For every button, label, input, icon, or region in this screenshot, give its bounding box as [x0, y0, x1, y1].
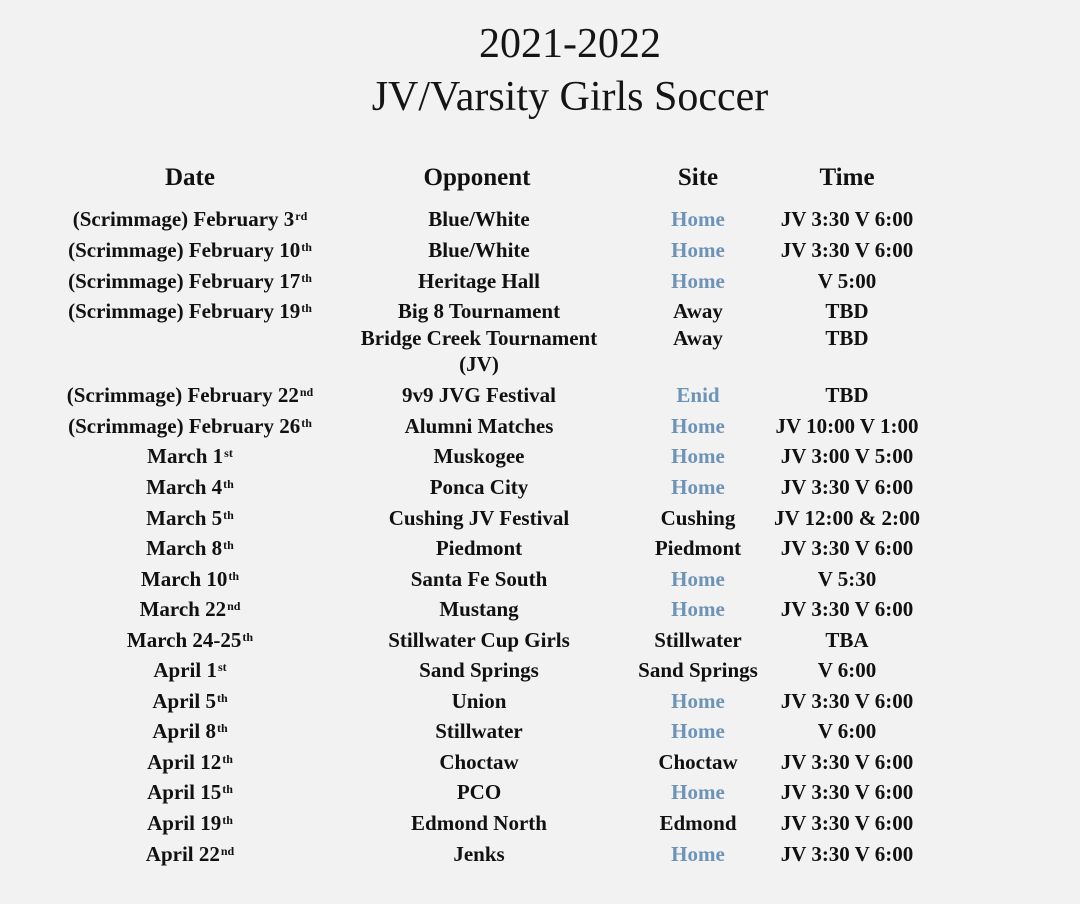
row-opponent: Bridge Creek Tournament (JV) [360, 326, 598, 376]
row-opponent: Blue/White [428, 207, 530, 231]
row-date [67, 382, 313, 408]
row-time: JV 3:30 V 6:00 [780, 750, 914, 774]
table-row [0, 627, 1080, 657]
row-site: Home [671, 842, 725, 866]
row-date-text: (Scrimmage) February 10 [68, 238, 301, 262]
row-date [68, 237, 312, 263]
table-row [0, 505, 1080, 535]
row-time: JV 10:00 V 1:00 [775, 414, 919, 438]
row-date [146, 841, 234, 867]
row-date-text: March 22 [139, 597, 227, 621]
row-opponent: Santa Fe South [410, 567, 548, 591]
row-date [146, 474, 234, 500]
row-date-text: March 5 [146, 506, 223, 530]
row-date-ordinal: th [222, 813, 233, 827]
row-date-text: (Scrimmage) February 19 [68, 299, 301, 323]
table-row [0, 298, 1080, 328]
row-date-ordinal: nd [299, 385, 314, 399]
row-date-text: March 4 [146, 475, 223, 499]
header-date: Date [165, 164, 215, 191]
row-time: V 5:30 [817, 567, 877, 591]
table-row [0, 718, 1080, 748]
table-row [0, 566, 1080, 596]
row-opponent: Stillwater Cup Girls [388, 628, 570, 652]
row-date-text: March 1 [147, 444, 224, 468]
row-time: JV 3:30 V 6:00 [780, 475, 914, 499]
table-row [0, 268, 1080, 298]
table-row [0, 688, 1080, 718]
row-date-text: April 1 [153, 658, 217, 682]
schedule-year: 2021-2022 [479, 21, 661, 67]
row-time: JV 3:30 V 6:00 [780, 536, 914, 560]
row-time: JV 3:00 V 5:00 [780, 444, 914, 468]
row-date-ordinal: th [228, 569, 240, 583]
row-date-text: April 19 [147, 811, 222, 835]
row-date [127, 627, 253, 653]
row-date [140, 596, 241, 622]
row-date-ordinal: st [224, 446, 233, 460]
row-site: Home [671, 207, 725, 231]
table-row [0, 237, 1080, 267]
row-site: Home [671, 719, 725, 743]
table-row [0, 749, 1080, 779]
row-date-ordinal: th [223, 477, 234, 491]
row-date [147, 779, 233, 805]
row-date-text: April 5 [152, 689, 216, 713]
row-date-text: March 24-25 [126, 628, 242, 652]
row-date-ordinal: nd [220, 844, 235, 858]
row-date [141, 566, 239, 592]
row-date-ordinal: th [242, 630, 254, 644]
header-site: Site [677, 164, 719, 191]
row-time: JV 3:30 V 6:00 [780, 842, 914, 866]
row-time: TBA [825, 628, 869, 652]
row-date-ordinal: th [222, 782, 233, 796]
row-opponent: Heritage Hall [418, 269, 540, 293]
row-time: JV 3:30 V 6:00 [780, 689, 914, 713]
row-date-ordinal: st [217, 660, 227, 674]
table-row [0, 657, 1080, 687]
row-site: Away [673, 299, 723, 323]
row-date-text: April 12 [147, 750, 222, 774]
row-site: Edmond [659, 811, 737, 835]
row-opponent: Alumni Matches [404, 414, 554, 438]
row-site: Sand Springs [638, 658, 758, 682]
row-site: Away [673, 326, 723, 350]
row-site: Home [671, 567, 725, 591]
row-date-ordinal: rd [295, 209, 308, 223]
row-time: JV 3:30 V 6:00 [780, 811, 914, 835]
row-time: JV 3:30 V 6:00 [780, 780, 914, 804]
row-date-ordinal: th [216, 691, 228, 705]
row-date [153, 657, 226, 683]
row-opponent: Edmond North [411, 811, 547, 835]
row-opponent: Blue/White [428, 238, 530, 262]
row-site: Home [671, 689, 725, 713]
row-site: Piedmont [654, 536, 742, 560]
row-date-ordinal: th [301, 301, 312, 315]
row-site: Home [671, 444, 725, 468]
row-time: JV 12:00 & 2:00 [773, 506, 921, 530]
table-row [0, 413, 1080, 443]
row-opponent: 9v9 JVG Festival [402, 383, 556, 407]
row-opponent: Big 8 Tournament [397, 299, 561, 323]
row-date-text: (Scrimmage) February 22 [66, 383, 299, 407]
row-site: Home [671, 475, 725, 499]
row-opponent: Mustang [439, 597, 519, 621]
row-site: Home [671, 414, 725, 438]
row-date-text: April 8 [152, 719, 216, 743]
row-site: Enid [676, 383, 720, 407]
row-date [147, 810, 233, 836]
row-date-ordinal: th [223, 508, 234, 522]
row-date [152, 718, 227, 744]
row-date [146, 505, 234, 531]
table-row [0, 382, 1080, 412]
row-opponent: Jenks [453, 842, 505, 866]
table-row [0, 779, 1080, 809]
row-opponent: Muskogee [433, 444, 525, 468]
table-row [0, 810, 1080, 840]
header-time: Time [819, 164, 875, 191]
schedule-title: JV/Varsity Girls Soccer [371, 74, 769, 120]
row-time: V 5:00 [817, 269, 877, 293]
row-date-ordinal: th [216, 721, 228, 735]
table-row [0, 535, 1080, 565]
row-date-ordinal: th [301, 271, 312, 285]
table-row [0, 596, 1080, 626]
row-date-text: (Scrimmage) February 17 [68, 269, 301, 293]
row-date [146, 535, 234, 561]
row-date-text: (Scrimmage) February 3 [72, 207, 295, 231]
row-date [147, 749, 233, 775]
row-date [68, 413, 312, 439]
row-time: TBD [825, 299, 869, 323]
row-opponent: Piedmont [435, 536, 523, 560]
row-opponent: Choctaw [439, 750, 519, 774]
row-site: Cushing [660, 506, 736, 530]
table-row [0, 443, 1080, 473]
row-date-ordinal: th [301, 240, 312, 254]
row-date [152, 688, 227, 714]
row-opponent: Cushing JV Festival [388, 506, 570, 530]
row-date [147, 443, 233, 469]
row-opponent: PCO [456, 780, 502, 804]
row-opponent: Union [451, 689, 507, 713]
row-date-text: (Scrimmage) February 26 [68, 414, 301, 438]
table-row [0, 841, 1080, 871]
header-opponent: Opponent [423, 164, 531, 191]
table-row [0, 474, 1080, 504]
row-date-text: March 10 [140, 567, 228, 591]
row-time: JV 3:30 V 6:00 [780, 238, 914, 262]
row-date-text: March 8 [146, 536, 223, 560]
row-date [68, 298, 312, 324]
row-time: JV 3:30 V 6:00 [780, 597, 914, 621]
row-site: Home [671, 780, 725, 804]
row-site: Home [671, 238, 725, 262]
row-site: Choctaw [658, 750, 738, 774]
row-date-text: April 15 [147, 780, 222, 804]
row-time: TBD [825, 383, 869, 407]
row-date-ordinal: th [223, 538, 234, 552]
row-site: Stillwater [654, 628, 742, 652]
row-site: Home [671, 269, 725, 293]
row-opponent: Ponca City [429, 475, 529, 499]
row-time: JV 3:30 V 6:00 [780, 207, 914, 231]
row-date [73, 206, 308, 232]
row-date [68, 268, 312, 294]
row-opponent: Sand Springs [419, 658, 539, 682]
row-time: TBD [825, 326, 869, 350]
row-time: V 6:00 [817, 658, 877, 682]
table-row [0, 206, 1080, 236]
row-opponent: Stillwater [435, 719, 523, 743]
row-site: Home [671, 597, 725, 621]
row-date-ordinal: nd [227, 599, 241, 613]
row-date-text: April 22 [145, 842, 220, 866]
row-date-ordinal: th [301, 416, 312, 430]
row-time: V 6:00 [817, 719, 877, 743]
table-row [0, 325, 1080, 376]
row-date-ordinal: th [222, 752, 233, 766]
